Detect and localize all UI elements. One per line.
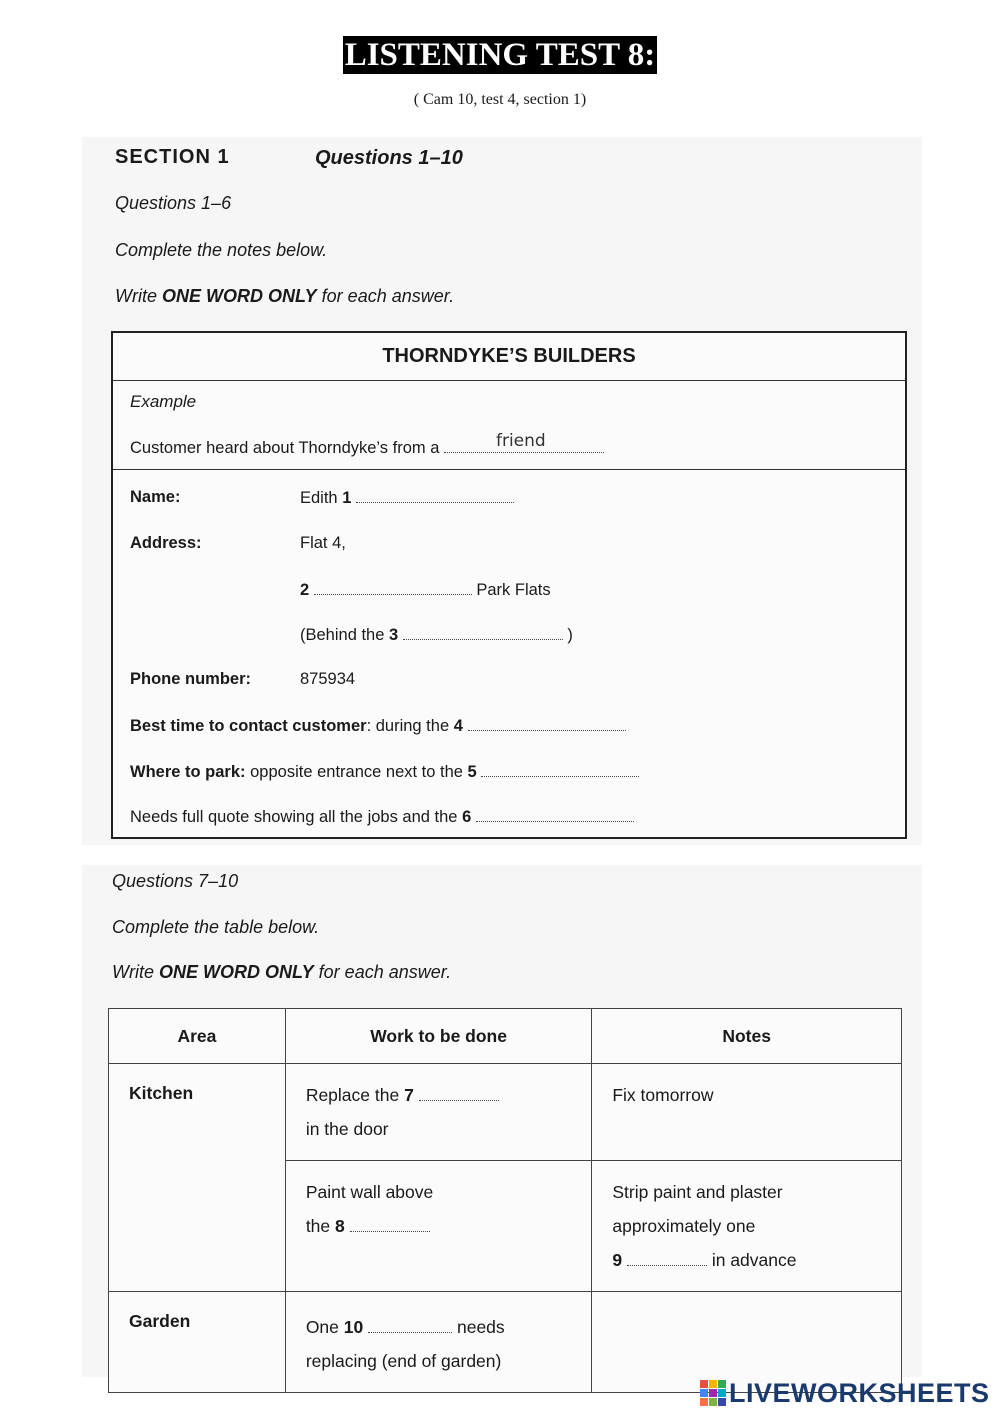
answer-6-blank[interactable] <box>476 807 634 822</box>
name-line: Edith 1 <box>300 488 514 508</box>
answer-7-blank[interactable] <box>419 1086 499 1101</box>
address-line-2: 2 Park Flats <box>300 581 551 599</box>
phone-value: 875934 <box>300 670 356 688</box>
part1-write-instruction: Write ONE WORD ONLY for each answer. <box>115 286 455 306</box>
answer-9-blank[interactable] <box>627 1251 707 1266</box>
best-time-line: Best time to contact customer: during the 4 <box>130 716 626 736</box>
answer-3-blank[interactable] <box>403 625 563 640</box>
example-answer: friend <box>495 431 546 451</box>
page-subtitle: ( Cam 10, test 4, section 1) <box>413 91 587 108</box>
work-row-1: Replace the 7 in the door <box>285 1064 592 1161</box>
address-line-1: Flat 4, <box>300 534 346 552</box>
notes-row-1: Fix tomorrow <box>592 1064 902 1161</box>
header-notes: Notes <box>592 1009 902 1064</box>
notes-row-2: Strip paint and plaster approximately one 9 in advance <box>592 1161 902 1292</box>
park-line: Where to park: opposite entrance next to the 5 <box>130 762 639 782</box>
behind-line: (Behind the 3 ) <box>300 626 573 644</box>
area-kitchen: Kitchen <box>109 1064 286 1292</box>
name-label: Name: <box>130 488 181 506</box>
phone-label: Phone number: <box>130 670 252 688</box>
brand-text: LIVEWORKSHEETS <box>729 1378 990 1408</box>
address-label: Address: <box>130 534 202 552</box>
quote-line: Needs full quote showing all the jobs and the 6 <box>130 807 634 827</box>
work-row-3: One 10 needs replacing (end of garden) <box>285 1292 592 1393</box>
answer-4-blank[interactable] <box>468 716 626 731</box>
answer-8-blank[interactable] <box>350 1217 430 1232</box>
notes-box <box>111 331 907 839</box>
header-area: Area <box>109 1009 286 1064</box>
work-table <box>108 1008 902 1393</box>
answer-5-blank[interactable] <box>481 762 639 777</box>
part1-questions: Questions 1–6 <box>115 193 232 213</box>
area-garden: Garden <box>109 1292 286 1393</box>
part2-instruction: Complete the table below. <box>112 917 320 937</box>
answer-10-blank[interactable] <box>368 1318 452 1333</box>
notes-title: THORNDYKE’S BUILDERS <box>382 345 636 367</box>
answer-1-blank[interactable] <box>356 488 514 503</box>
brand-logo <box>700 1378 990 1410</box>
example-label: Example <box>130 392 197 411</box>
section-label: SECTION 1 <box>115 146 230 168</box>
section-questions: Questions 1–10 <box>315 147 463 169</box>
part2-questions: Questions 7–10 <box>112 871 239 891</box>
part1-instruction: Complete the notes below. <box>115 240 328 260</box>
example-line: Customer heard about Thorndyke’s from a friend <box>130 438 604 458</box>
part2-write-instruction: Write ONE WORD ONLY for each answer. <box>112 962 452 982</box>
liveworksheets-logo-icon <box>700 1380 726 1406</box>
work-row-2: Paint wall above the 8 <box>285 1161 592 1292</box>
page-title: LISTENING TEST 8: <box>344 37 656 73</box>
header-work: Work to be done <box>285 1009 592 1064</box>
answer-2-blank[interactable] <box>314 580 472 595</box>
